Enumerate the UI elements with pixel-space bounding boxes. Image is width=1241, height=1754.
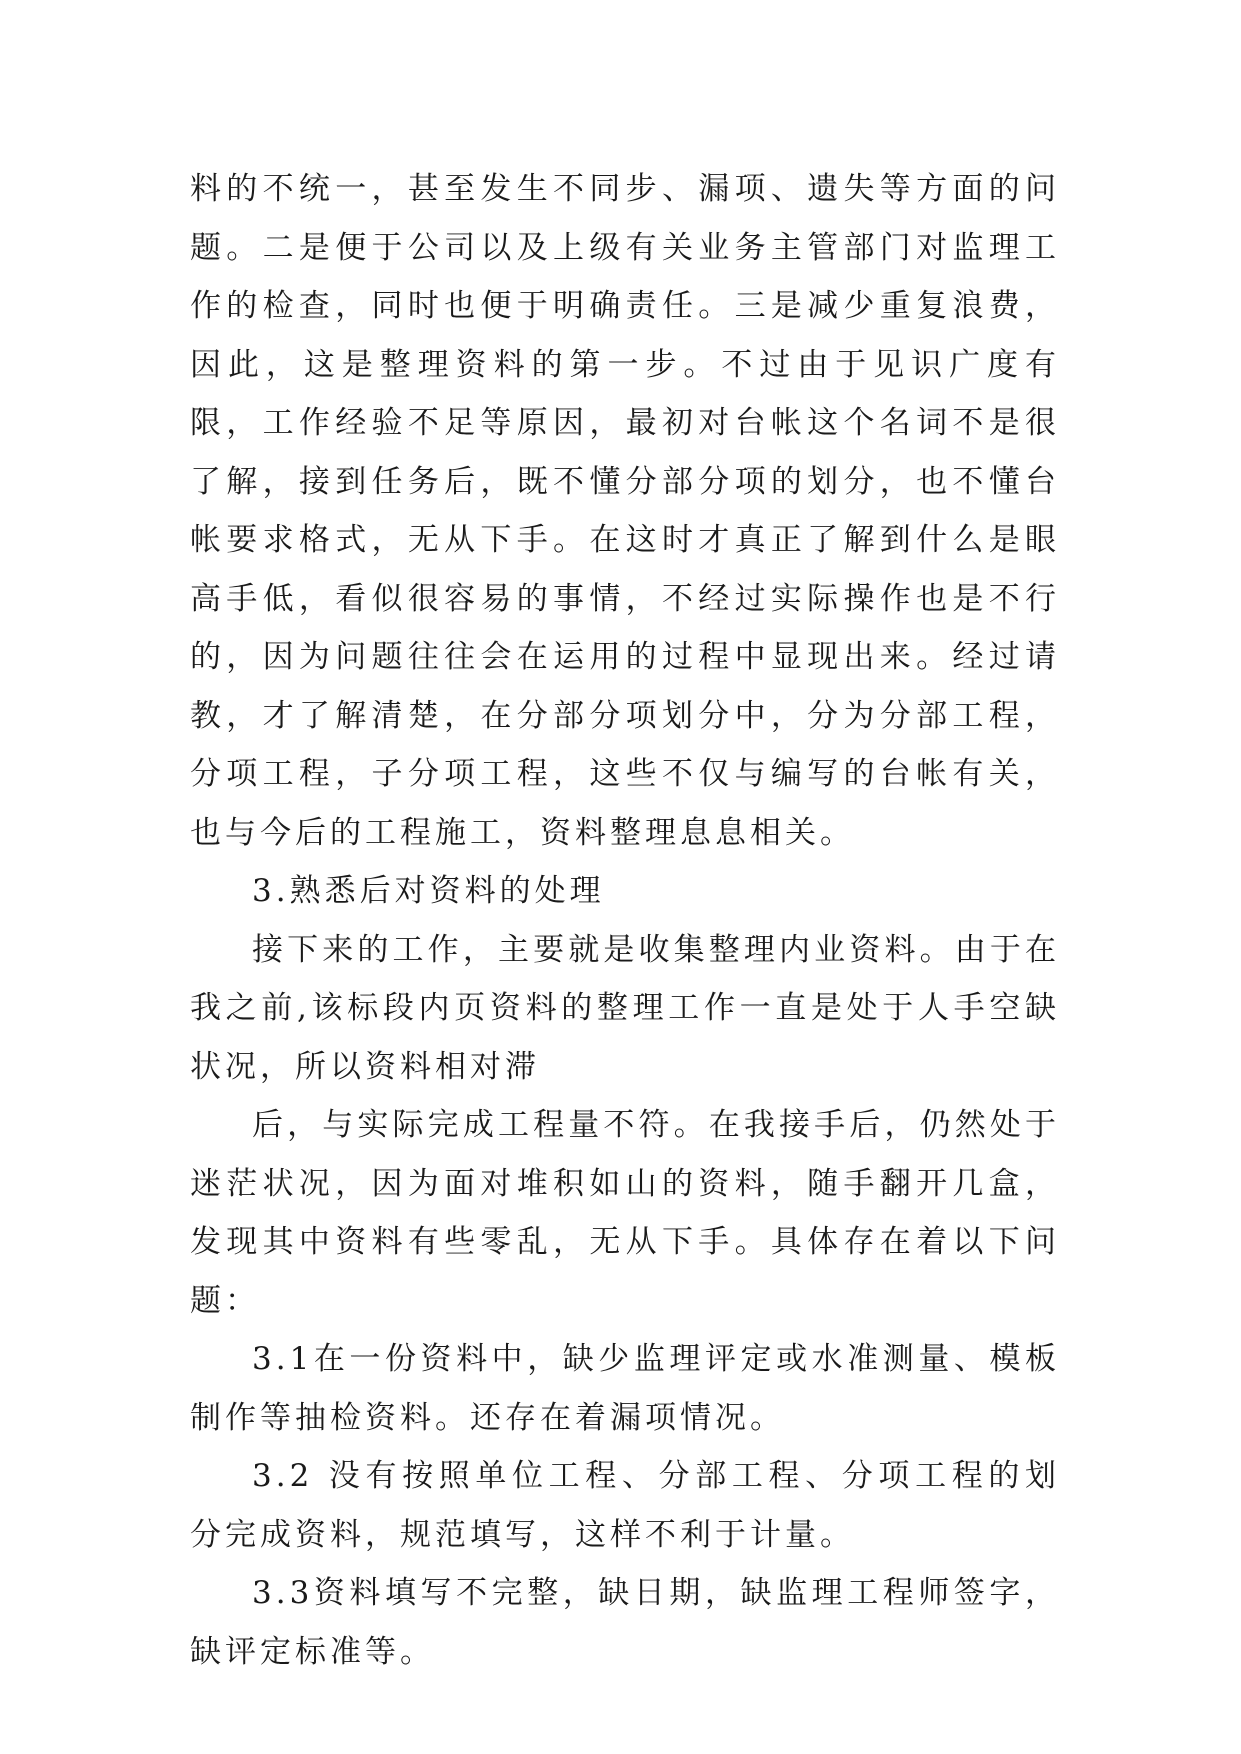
section-heading-3: 3.熟悉后对资料的处理 <box>252 873 605 909</box>
list-item-3-1: 3.1在一份资料中，缺少监理评定或水准测量、模板制作等抽检资料。还存在着漏项情况。 <box>190 1341 1060 1436</box>
paragraph-work-intro: 接下来的工作，主要就是收集整理内业资料。由于在我之前,该标段内页资料的整理工作一直是处于人手空缺状况，所以资料相对滞 <box>190 931 1060 1085</box>
paragraph-problems-intro: 后，与实际完成工程量不符。在我接手后，仍然处于迷茫状况，因为面对堆积如山的资料，随手翻开几盒，发现其中资料有些零乱，无从下手。具体存在着以下问题： <box>190 1107 1060 1319</box>
list-item-3-3: 3.3资料填写不完整，缺日期，缺监理工程师签字，缺评定标准等。 <box>190 1575 1060 1670</box>
list-item-3-2: 3.2 没有按照单位工程、分部工程、分项工程的划分完成资料，规范填写，这样不利于计量。 <box>190 1458 1060 1553</box>
paragraph-continuation: 料的不统一，甚至发生不同步、漏项、遗失等方面的问题。二是便于公司以及上级有关业务主管部门对监理工作的检查，同时也便于明确责任。三是减少重复浪费，因此，这是整理资料的第一步。不过由于见识广度有限，工作经验不足等原因，最初对台帐这个名词不是很了解，接到任务后，既不懂分部分项的划分，也不懂台帐要求格式，无从下手。在这时才真正了解到什么是眼高手低，看似很容易的事情，不经过实际操作也是不行的，因为问题往往会在运用的过程中显现出来。经过请教，才了解清楚，在分部分项划分中，分为分部工程，分项工程，子分项工程，这些不仅与编写的台帐有关，也与今后的工程施工，资料整理息息相关。 <box>190 171 1060 851</box>
document-body <box>190 160 1060 1681</box>
